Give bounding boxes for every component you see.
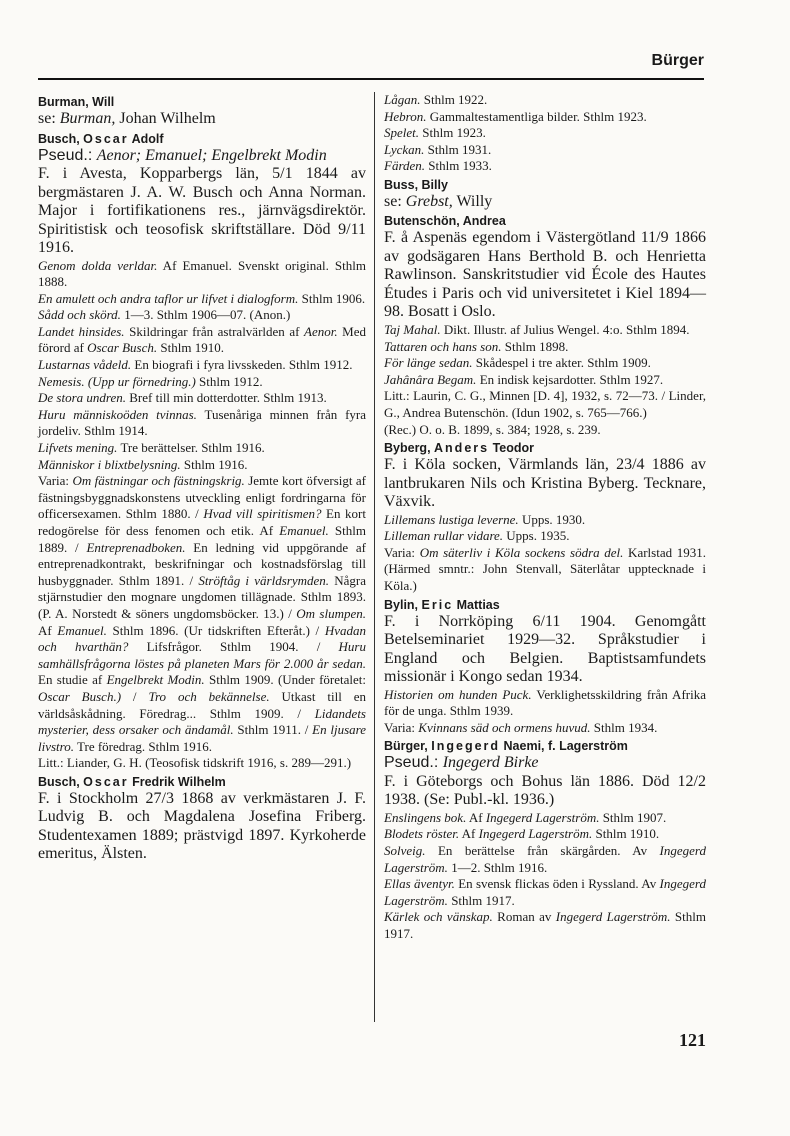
work-item: En amulett och andra taflor ur lifvet i dialogform. Sthlm 1906.	[38, 290, 366, 306]
work-item: Blodets röster. Af Ingegerd Lagerström. Sthlm 1910.	[384, 826, 660, 842]
work-item: För länge sedan. Skådespel i tre akter. Sthlm 1909.	[384, 355, 651, 371]
entry-continued-works	[384, 92, 706, 175]
entry-burman-will	[38, 94, 366, 129]
biography: F. i Norrköping 6/11 1904. Genomgått Betelseminariet 1929—32. Språkstudier i England och Belgien. Baptistsamfundets missionär i Kongo sedan 1934.	[384, 612, 706, 686]
reviews: (Rec.) O. o. B. 1899, s. 384; 1928, s. 239.	[384, 421, 601, 437]
work-item: Taj Mahal. Dikt. Illustr. af Julius Wengel. 4:o. Sthlm 1894.	[384, 321, 690, 337]
biography: F. i Stockholm 27/3 1868 av verkmästaren J. F. Ludvig B. och Magdalena Josefina Friberg. Studentexamen 1889; prästvigd 1897. Kyrkoherde emeritus, Älsten.	[38, 789, 366, 863]
entry-name: Bürger, Ingegerd Naemi, f. Lagerström	[384, 739, 628, 754]
running-head: Bürger	[651, 52, 704, 69]
cross-reference: se: Burman, Johan Wilhelm	[38, 110, 216, 127]
work-item: Hebron. Gammaltestamentliga bilder. Sthlm 1923.	[384, 108, 647, 124]
entry-byberg-anders-teodor	[384, 440, 706, 594]
entry-name: Busch, Oscar Adolf	[38, 131, 164, 146]
work-item: De stora undren. Bref till min dotterdotter. Sthlm 1913.	[38, 390, 327, 406]
literature: Litt.: Laurin, C. G., Minnen [D. 4], 1932, s. 72—73. / Linder, G., Andrea Butenschön. (Idun 1902, s. 765—766.)	[384, 388, 706, 420]
work-item: Lillemans lustiga leverne. Upps. 1930.	[384, 511, 586, 527]
entry-name: Buss, Billy	[384, 177, 448, 192]
pseudonyms: Pseud.: Aenor; Emanuel; Engelbrekt Modin	[38, 146, 327, 164]
varia: Varia: Om säterliv i Köla sockens södra del. Karlstad 1931. (Härmed smntr.: John Stenvall, Säterlåtar upptecknade i Köla.)	[384, 544, 706, 593]
work-item: Genom dolda verldar. Af Emanuel. Svenskt original. Sthlm 1888.	[38, 257, 366, 290]
work-item: Lyckan. Sthlm 1931.	[384, 141, 492, 157]
work-item: Lustarnas vådeld. En biografi i fyra livsskeden. Sthlm 1912.	[38, 357, 353, 373]
work-item: Huru människoöden tvinnas. Tusenåriga minnen från fyra jordeliv. Sthlm 1914.	[38, 406, 366, 439]
left-column	[38, 92, 366, 864]
biography: F. i Köla socken, Värmlands län, 23/4 1886 av lantbrukaren Nils och Kristina Byberg. Tecknare, Växvik.	[384, 456, 706, 511]
work-item: Ellas äventyr. En svensk flickas öden i Ryssland. Av Ingegerd Lagerström. Sthlm 1917.	[384, 876, 706, 908]
right-column	[384, 92, 706, 943]
work-item: Färden. Sthlm 1933.	[384, 158, 492, 174]
work-item: Sådd och skörd. 1—3. Sthlm 1906—07. (Anon.)	[38, 307, 291, 323]
literature: Litt.: Liander, G. H. (Teosofisk tidskrift 1916, s. 289—291.)	[38, 755, 352, 771]
entry-name: Bylin, Eric Mattias	[384, 597, 500, 612]
entry-buss-billy	[384, 177, 706, 212]
work-item: Lågan. Sthlm 1922.	[384, 92, 488, 107]
work-item: Spelet. Sthlm 1923.	[384, 125, 486, 141]
pseudonyms: Pseud.: Ingegerd Birke	[384, 754, 539, 772]
entry-busch-oscar-fredrik-wilhelm	[38, 774, 366, 864]
column-divider	[374, 92, 375, 1022]
cross-reference: se: Grebst, Willy	[384, 192, 493, 210]
work-item: Lifvets mening. Tre berättelser. Sthlm 1916.	[38, 440, 265, 456]
work-item: Landet hinsides. Skildringar från astralvärlden af Aenor. Med förord af Oscar Busch. Sthlm 1910.	[38, 323, 366, 356]
entry-butenschon-andrea	[384, 213, 706, 438]
entry-busch-oscar-adolf	[38, 131, 366, 772]
entry-name: Byberg, Anders Teodor	[384, 441, 534, 456]
biography: F. i Göteborgs och Bohus län 1886. Död 12/2 1938. (Se: Publ.-kl. 1936.)	[384, 772, 706, 809]
work-item: Tattaren och hans son. Sthlm 1898.	[384, 338, 569, 354]
page-header	[38, 48, 704, 84]
header-rule	[38, 78, 704, 80]
work-item: Människor i blixtbelysning. Sthlm 1916.	[38, 456, 248, 472]
entry-burger-ingegerd	[384, 738, 706, 942]
work-item: Historien om hunden Puck. Verklighetsskildring från Afrika för de unga. Sthlm 1939.	[384, 686, 706, 719]
varia: Varia: Kvinnans säd och ormens huvud. Sthlm 1934.	[384, 719, 658, 735]
work-item: Jahânâra Begam. En indisk kejsardotter. Sthlm 1927.	[384, 371, 664, 387]
work-item: Enslingens bok. Af Ingegerd Lagerström. Sthlm 1907.	[384, 809, 667, 825]
varia: Varia: Om fästningar och fästningskrig. Jemte kort öfversigt af fästningsbyggnadskonstens utveckling enligt fordringarna för officersexamen. Sthlm 1880. / Hvad vill spiritismen? En kort redogörelse för dess fenomen och etik. Af Emanuel. Sthlm 1889. / Entreprenadboken. En ledning vid uppgörande af entreprenadkontrakt, beskrifningar och kostnadsförslag till husbyggnader. Sthlm 1891. / Ströftåg i världsrymden. Några stjärnstudier den mognare ungdomen tillägnade. Sthlm 1893. (P. A. Norstedt & söners ungdomsböcker. 13.) / Om slumpen. Af Emanuel. Sthlm 1896. (Ur tidskriften Efteråt.) / Hvadan och hvarthän? Lifsfrågor. Sthlm 1904. / Huru samhällsfrågorna löstes på planeten Mars för 2.000 år sedan. En studie af Engelbrekt Modin. Sthlm 1909. (Under företalet: Oscar Busch.) / Tro och bekännelse. Utkast till en världsåskådning. Föredrag... Sthlm 1909. / Lidandets mysterier, dess orsaker och ändamål. Sthlm 1911. / En ljusare livstro. Tre föredrag. Sthlm 1916.	[38, 473, 367, 754]
biography: F. i Avesta, Kopparbergs län, 5/1 1844 av bergmästaren J. A. W. Busch och Anna Norman. Major i fortifikationens res., järnvägsdirektör. Spiritistisk och teosofisk skriftställare. Död 9/11 1916.	[38, 165, 366, 256]
entry-bylin-eric-mattias	[384, 597, 706, 737]
biography: F. å Aspenäs egendom i Västergötland 11/9 1866 av godsägaren Hans Berthold B. och Henrietta Rawlinson. Sanskritstudier vid École des Hautes Études i Paris och vid universitetet i Kiel 1894—98. Bosatt i Oslo.	[384, 229, 706, 321]
page-number: 121	[679, 1030, 706, 1050]
entry-name: Butenschön, Andrea	[384, 214, 506, 229]
work-item: Solveig. En berättelse från skärgården. Av Ingegerd Lagerström. 1—2. Sthlm 1916.	[384, 843, 706, 875]
work-item: Kärlek och vänskap. Roman av Ingegerd Lagerström. Sthlm 1917.	[384, 909, 706, 942]
work-item: Lilleman rullar vidare. Upps. 1935.	[384, 528, 570, 544]
work-item: Nemesis. (Upp ur förnedring.) Sthlm 1912.	[38, 373, 263, 389]
entry-name: Busch, Oscar Fredrik Wilhelm	[38, 774, 226, 789]
entry-name: Burman, Will	[38, 95, 115, 109]
